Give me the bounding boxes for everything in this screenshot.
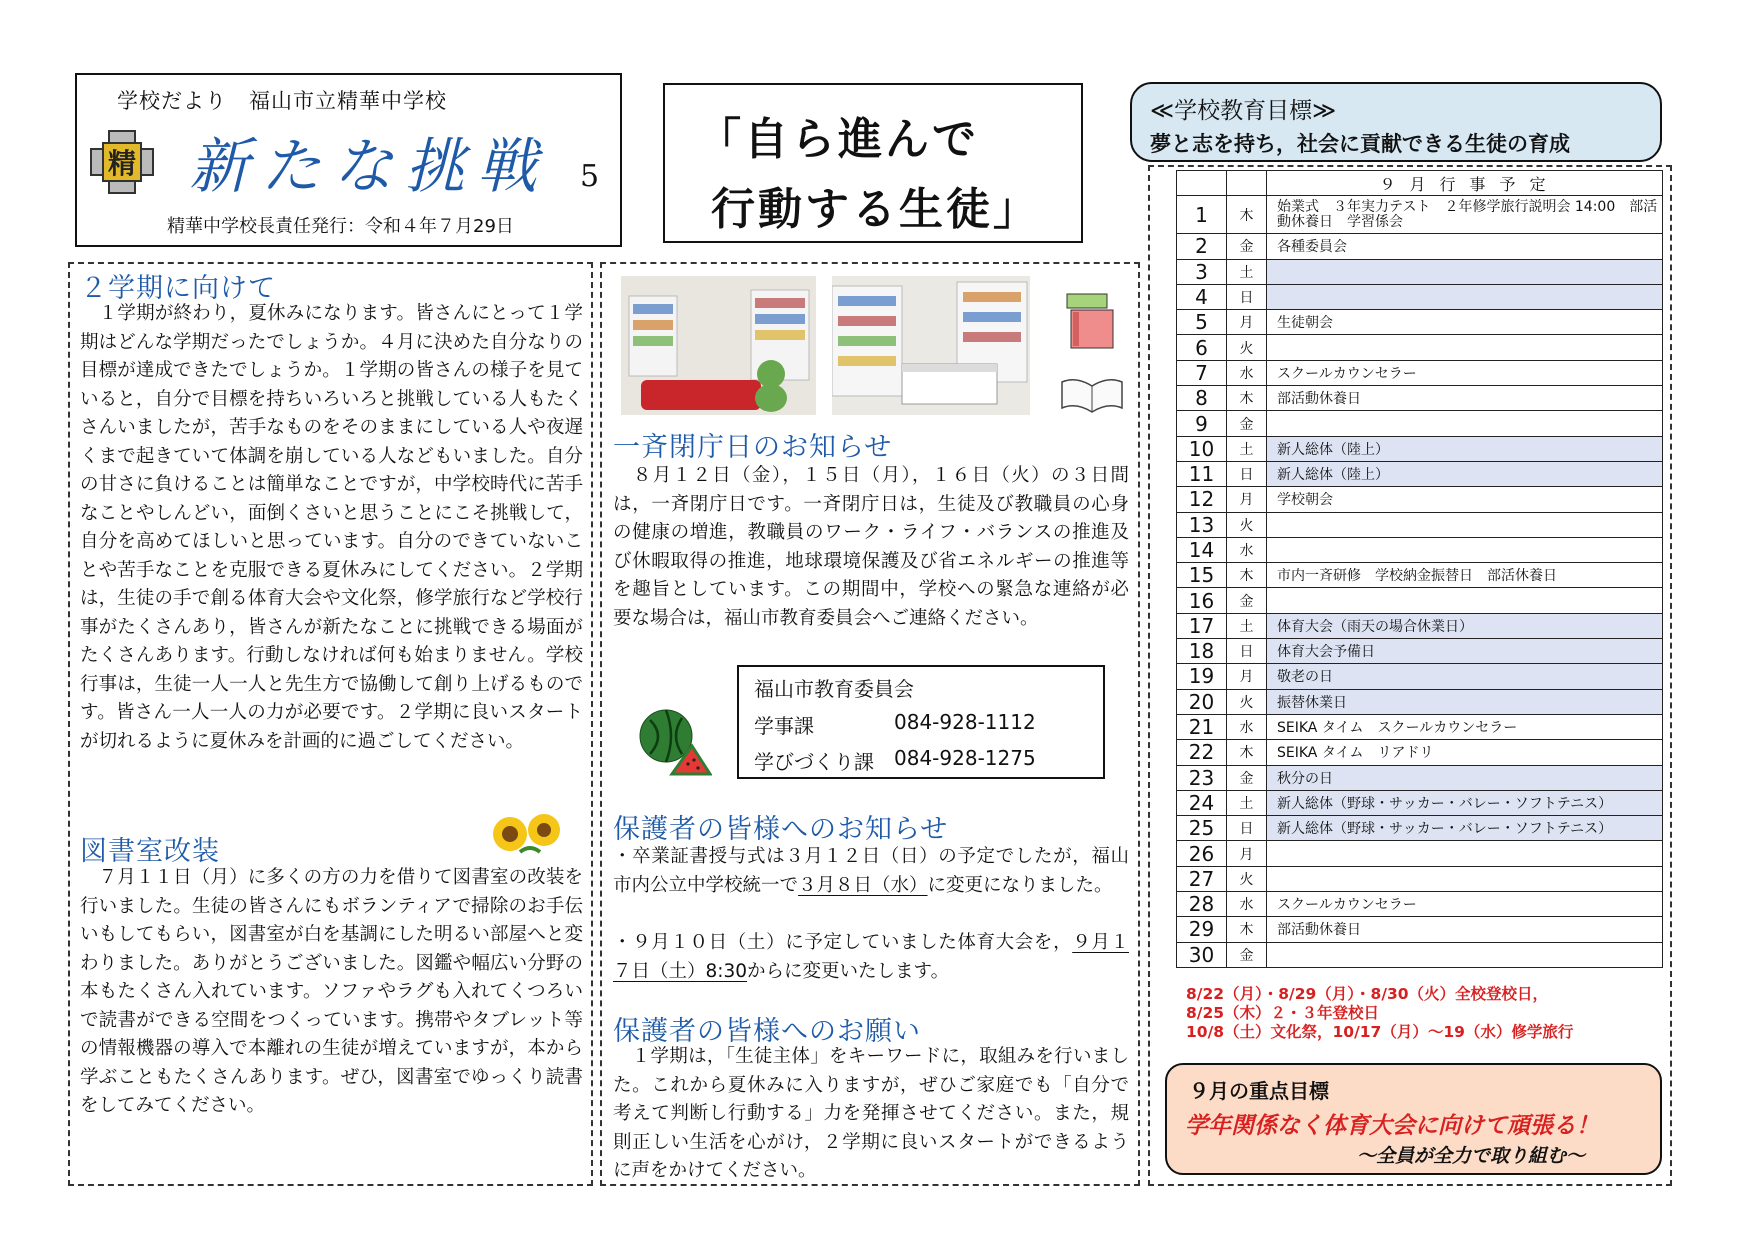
notice-item-1-date: ３月８日（水） (798, 874, 928, 896)
calendar-day: 13 (1177, 512, 1227, 537)
calendar-row (1177, 461, 1663, 486)
calendar-event (1267, 284, 1663, 309)
calendar-day: 16 (1177, 588, 1227, 613)
calendar-day: 2 (1177, 234, 1227, 259)
calendar-day: 7 (1177, 360, 1227, 385)
calendar-weekday: 火 (1227, 512, 1267, 537)
calendar-row (1177, 714, 1663, 739)
sunflower-icon (490, 812, 566, 856)
calendar-day: 23 (1177, 765, 1227, 790)
calendar-weekday: 金 (1227, 411, 1267, 436)
slogan-line-2: 行動する生徒」 (711, 184, 1040, 235)
contact-tel-2: 084-928-1275 (894, 746, 1036, 770)
calendar-row (1177, 335, 1663, 360)
calendar-day: 10 (1177, 436, 1227, 461)
calendar-event: スクールカウンセラー (1267, 360, 1663, 385)
contact-tel-1: 084-928-1112 (894, 710, 1036, 734)
calendar-row (1177, 487, 1663, 512)
monthly-focus-heading: ９月の重点目標 (1189, 1079, 1329, 1103)
publisher-line: 精華中学校長責任発行：令和４年７月29日 (167, 216, 514, 237)
calendar-event (1267, 942, 1663, 967)
calendar-note: 8/25（木）２・３年登校日 (1186, 1004, 1380, 1022)
calendar-day: 24 (1177, 790, 1227, 815)
calendar-weekday: 日 (1227, 461, 1267, 486)
calendar-event (1267, 259, 1663, 284)
calendar-row (1177, 284, 1663, 309)
term2-body: １学期が終わり，夏休みになります。皆さんにとって１学期はどんな学期だったでしょうか。４月に決めた自分なりの目標が達成できたでしょうか。１学期の皆さんの様子を見ていると，自分で目標を持ちいろいろと挑戦している人もたくさんいましたが，苦手なものをそのままにしている人や夜遅くまで起きていて体調を崩している人などもいました。自分の甘さに負けることは簡単なことですが，中学校時代に苦手なことやしんどい，面倒くさいと思うことにこそ挑戦して，自分を高めてほしいと思っています。自分のできていないことや苦手なことを克服できる夏休みにしてください。２学期は，生徒の手で創る体育大会や文化祭，修学旅行など学校行事がたくさんあり，皆さんが新たなことに挑戦できる場面がたくさんあります。行動しなければ何も始まりません。学校行事は，生徒一人一人と先生方で協働して創り上げるものです。皆さん一人一人の力が必要です。２学期に良いスタートが切れるように夏休みを計画的に過ごしてください。 (80, 303, 583, 752)
newsletter-title: 新たな挑戦 (189, 132, 549, 202)
calendar-row (1177, 196, 1663, 234)
calendar-row (1177, 613, 1663, 638)
calendar-event: 新人総体（野球・サッカー・バレー・ソフトテニス） (1267, 790, 1663, 815)
contact-dept-1: 学事課 (754, 714, 814, 738)
calendar-weekday: 金 (1227, 234, 1267, 259)
calendar-header-row (1177, 171, 1663, 196)
calendar-row (1177, 411, 1663, 436)
calendar-row (1177, 639, 1663, 664)
calendar-weekday: 月 (1227, 310, 1267, 335)
calendar-day: 15 (1177, 563, 1227, 588)
calendar-weekday: 月 (1227, 841, 1267, 866)
calendar-event: SEIKA タイム リアドリ (1267, 740, 1663, 765)
calendar-event: 始業式 ３年実力テスト ２年修学旅行説明会 14:00 部活動休養日 学習係会 (1267, 196, 1663, 234)
calendar-day: 18 (1177, 639, 1227, 664)
calendar-day: 6 (1177, 335, 1227, 360)
calendar-day: 3 (1177, 259, 1227, 284)
monthly-focus-box (1165, 1063, 1662, 1175)
calendar-weekday: 木 (1227, 196, 1267, 234)
september-calendar (1176, 170, 1663, 968)
calendar-day: 5 (1177, 310, 1227, 335)
calendar-note: 10/8（土）文化祭，10/17（月）～19（水）修学旅行 (1186, 1023, 1574, 1041)
notice-item-2-tail: からに変更いたします。 (747, 960, 950, 982)
calendar-row (1177, 740, 1663, 765)
calendar-row (1177, 310, 1663, 335)
calendar-weekday: 金 (1227, 942, 1267, 967)
calendar-event: 新人総体（野球・サッカー・バレー・ソフトテニス） (1267, 816, 1663, 841)
calendar-event: 振替休業日 (1267, 689, 1663, 714)
calendar-row (1177, 689, 1663, 714)
calendar-row (1177, 234, 1663, 259)
books-icon (1063, 290, 1121, 352)
calendar-event (1267, 588, 1663, 613)
calendar-row (1177, 360, 1663, 385)
calendar-row (1177, 512, 1663, 537)
calendar-event (1267, 866, 1663, 891)
calendar-header-blank (1227, 171, 1267, 196)
calendar-row (1177, 664, 1663, 689)
calendar-weekday: 土 (1227, 436, 1267, 461)
calendar-weekday: 土 (1227, 613, 1267, 638)
calendar-day: 29 (1177, 917, 1227, 942)
calendar-day: 19 (1177, 664, 1227, 689)
calendar-event: 敬老の日 (1267, 664, 1663, 689)
calendar-weekday: 木 (1227, 563, 1267, 588)
calendar-event: SEIKA タイム スクールカウンセラー (1267, 714, 1663, 739)
calendar-row (1177, 537, 1663, 562)
open-book-icon (1060, 372, 1124, 414)
calendar-row (1177, 942, 1663, 967)
slogan-line-1: 「自ら進んで (697, 114, 979, 165)
calendar-weekday: 木 (1227, 740, 1267, 765)
calendar-row (1177, 386, 1663, 411)
calendar-event (1267, 841, 1663, 866)
calendar-row (1177, 436, 1663, 461)
calendar-row (1177, 790, 1663, 815)
calendar-row (1177, 917, 1663, 942)
notice-item-1 (613, 843, 1129, 900)
calendar-event: 部活動休養日 (1267, 386, 1663, 411)
library-photo-2 (832, 276, 1030, 415)
calendar-event: 体育大会（雨天の場合休業日） (1267, 613, 1663, 638)
library-body: ７月１１日（月）に多くの方の力を借りて図書室の改装を行いました。生徒の皆さんにもボランティアで掃除のお手伝いもしてもらい，図書室が白を基調にした明るい部屋へと変わりました。ありがとうございました。図鑑や幅広い分野の本もたくさん入れています。ソファやラグも入れてくつろいで読書ができる空間をつくっています。携帯やタブレット等の情報機器の導入で本離れの生徒が増えていますが，本から学ぶこともたくさんあります。ぜひ，図書室でゆっくり読書をしてみてください。 (80, 867, 583, 1116)
calendar-day: 21 (1177, 714, 1227, 739)
calendar-day: 28 (1177, 892, 1227, 917)
calendar-day: 17 (1177, 613, 1227, 638)
school-emblem-icon (87, 127, 157, 197)
calendar-event: 部活動休養日 (1267, 917, 1663, 942)
calendar-row (1177, 259, 1663, 284)
closure-heading: 一斉閉庁日のお知らせ (613, 432, 893, 463)
calendar-event: 生徒朝会 (1267, 310, 1663, 335)
calendar-weekday: 月 (1227, 664, 1267, 689)
calendar-day: 27 (1177, 866, 1227, 891)
calendar-header: ９月行事予定 (1267, 171, 1663, 196)
school-goal-text: 夢と志を持ち，社会に貢献できる生徒の育成 (1150, 132, 1570, 156)
calendar-weekday: 日 (1227, 816, 1267, 841)
calendar-day: 20 (1177, 689, 1227, 714)
contact-box (737, 665, 1105, 779)
notice-item-2 (613, 929, 1129, 986)
calendar-event (1267, 512, 1663, 537)
calendar-weekday: 土 (1227, 259, 1267, 284)
calendar-weekday: 金 (1227, 588, 1267, 613)
calendar-weekday: 土 (1227, 790, 1267, 815)
calendar-weekday: 月 (1227, 487, 1267, 512)
watermelon-icon (636, 700, 712, 780)
calendar-day: 11 (1177, 461, 1227, 486)
calendar-day: 9 (1177, 411, 1227, 436)
calendar-notes (1186, 985, 1573, 1042)
calendar-row (1177, 816, 1663, 841)
request-body: １学期は，「生徒主体」をキーワードに，取組みを行いました。これから夏休みに入りますが，ぜひご家庭でも「自分で考えて判断し行動する」力を発揮させてください。また，規則正しい生活を心がけ，２学期に良いスタートができるように声をかけてください。 (613, 1046, 1129, 1181)
calendar-day: 8 (1177, 386, 1227, 411)
calendar-event: スクールカウンセラー (1267, 892, 1663, 917)
calendar-weekday: 木 (1227, 386, 1267, 411)
newsletter-school-line: 学校だより 福山市立精華中学校 (117, 89, 447, 113)
contact-dept-2: 学びづくり課 (754, 750, 874, 774)
calendar-weekday: 金 (1227, 765, 1267, 790)
calendar-row (1177, 588, 1663, 613)
calendar-event (1267, 335, 1663, 360)
calendar-event (1267, 411, 1663, 436)
calendar-day: 25 (1177, 816, 1227, 841)
calendar-body (1177, 196, 1663, 968)
notice-item-2-date: ９月１７日（土）8:30 (613, 932, 1129, 982)
calendar-weekday: 日 (1227, 284, 1267, 309)
calendar-weekday: 火 (1227, 335, 1267, 360)
calendar-day: 14 (1177, 537, 1227, 562)
calendar-header-blank (1177, 171, 1227, 196)
slogan-box (663, 83, 1083, 243)
calendar-day: 1 (1177, 196, 1227, 234)
contact-org: 福山市教育委員会 (754, 677, 914, 701)
monthly-focus-sub: ～全員が全力で取り組む～ (1357, 1145, 1586, 1167)
calendar-event: 各種委員会 (1267, 234, 1663, 259)
calendar-day: 30 (1177, 942, 1227, 967)
calendar-day: 4 (1177, 284, 1227, 309)
request-heading: 保護者の皆様へのお願い (613, 1016, 921, 1047)
term2-heading: ２学期に向けて (80, 273, 276, 304)
calendar-weekday: 水 (1227, 714, 1267, 739)
notice-item-1-text: ・卒業証書授与式は３月１２日（日）の予定でしたが，福山市内公立中学校統一で (613, 846, 1129, 896)
calendar-row (1177, 866, 1663, 891)
calendar-event (1267, 537, 1663, 562)
calendar-weekday: 火 (1227, 866, 1267, 891)
notice-item-2-text: ・９月１０日（土）に予定していました体育大会を， (613, 932, 1073, 953)
calendar-row (1177, 563, 1663, 588)
calendar-weekday: 木 (1227, 917, 1267, 942)
calendar-weekday: 火 (1227, 689, 1267, 714)
calendar-day: 12 (1177, 487, 1227, 512)
calendar-event: 新人総体（陸上） (1267, 461, 1663, 486)
calendar-row (1177, 892, 1663, 917)
calendar-weekday: 水 (1227, 360, 1267, 385)
calendar-event: 秋分の日 (1267, 765, 1663, 790)
calendar-weekday: 水 (1227, 892, 1267, 917)
school-goal-box (1130, 82, 1662, 162)
calendar-event: 体育大会予備日 (1267, 639, 1663, 664)
emblem-char: 精 (107, 147, 137, 180)
calendar-day: 26 (1177, 841, 1227, 866)
calendar-event: 新人総体（陸上） (1267, 436, 1663, 461)
notice-item-1-tail: に変更になりました。 (927, 874, 1113, 896)
calendar-row (1177, 841, 1663, 866)
library-photo-1 (621, 276, 816, 415)
calendar-row (1177, 765, 1663, 790)
calendar-weekday: 水 (1227, 537, 1267, 562)
calendar-event: 市内一斉研修 学校納金振替日 部活休養日 (1267, 563, 1663, 588)
calendar-day: 22 (1177, 740, 1227, 765)
calendar-note: 8/22（月）・8/29（月）・8/30（火）全校登校日， (1186, 985, 1549, 1003)
monthly-focus-main: 学年関係なく体育大会に向けて頑張る！ (1185, 1113, 1599, 1139)
school-goal-heading: ≪学校教育目標≫ (1150, 98, 1337, 124)
masthead (75, 73, 622, 247)
notice-heading: 保護者の皆様へのお知らせ (613, 814, 949, 845)
calendar-event: 学校朝会 (1267, 487, 1663, 512)
calendar-weekday: 日 (1227, 639, 1267, 664)
library-heading: 図書室改装 (80, 836, 220, 867)
issue-number: 5 (580, 159, 600, 194)
closure-body: ８月１２日（金），１５日（月），１６日（火）の３日間は，一斉閉庁日です。一斉閉庁日は，生徒及び教職員の心身の健康の増進，教職員のワーク・ライフ・バランスの推進及び休暇取得の推進，地球環境保護及び省エネルギーの推進等を趣旨としています。この期間中，学校への緊急な連絡が必要な場合は，福山市教育委員会へご連絡ください。 (613, 465, 1129, 629)
